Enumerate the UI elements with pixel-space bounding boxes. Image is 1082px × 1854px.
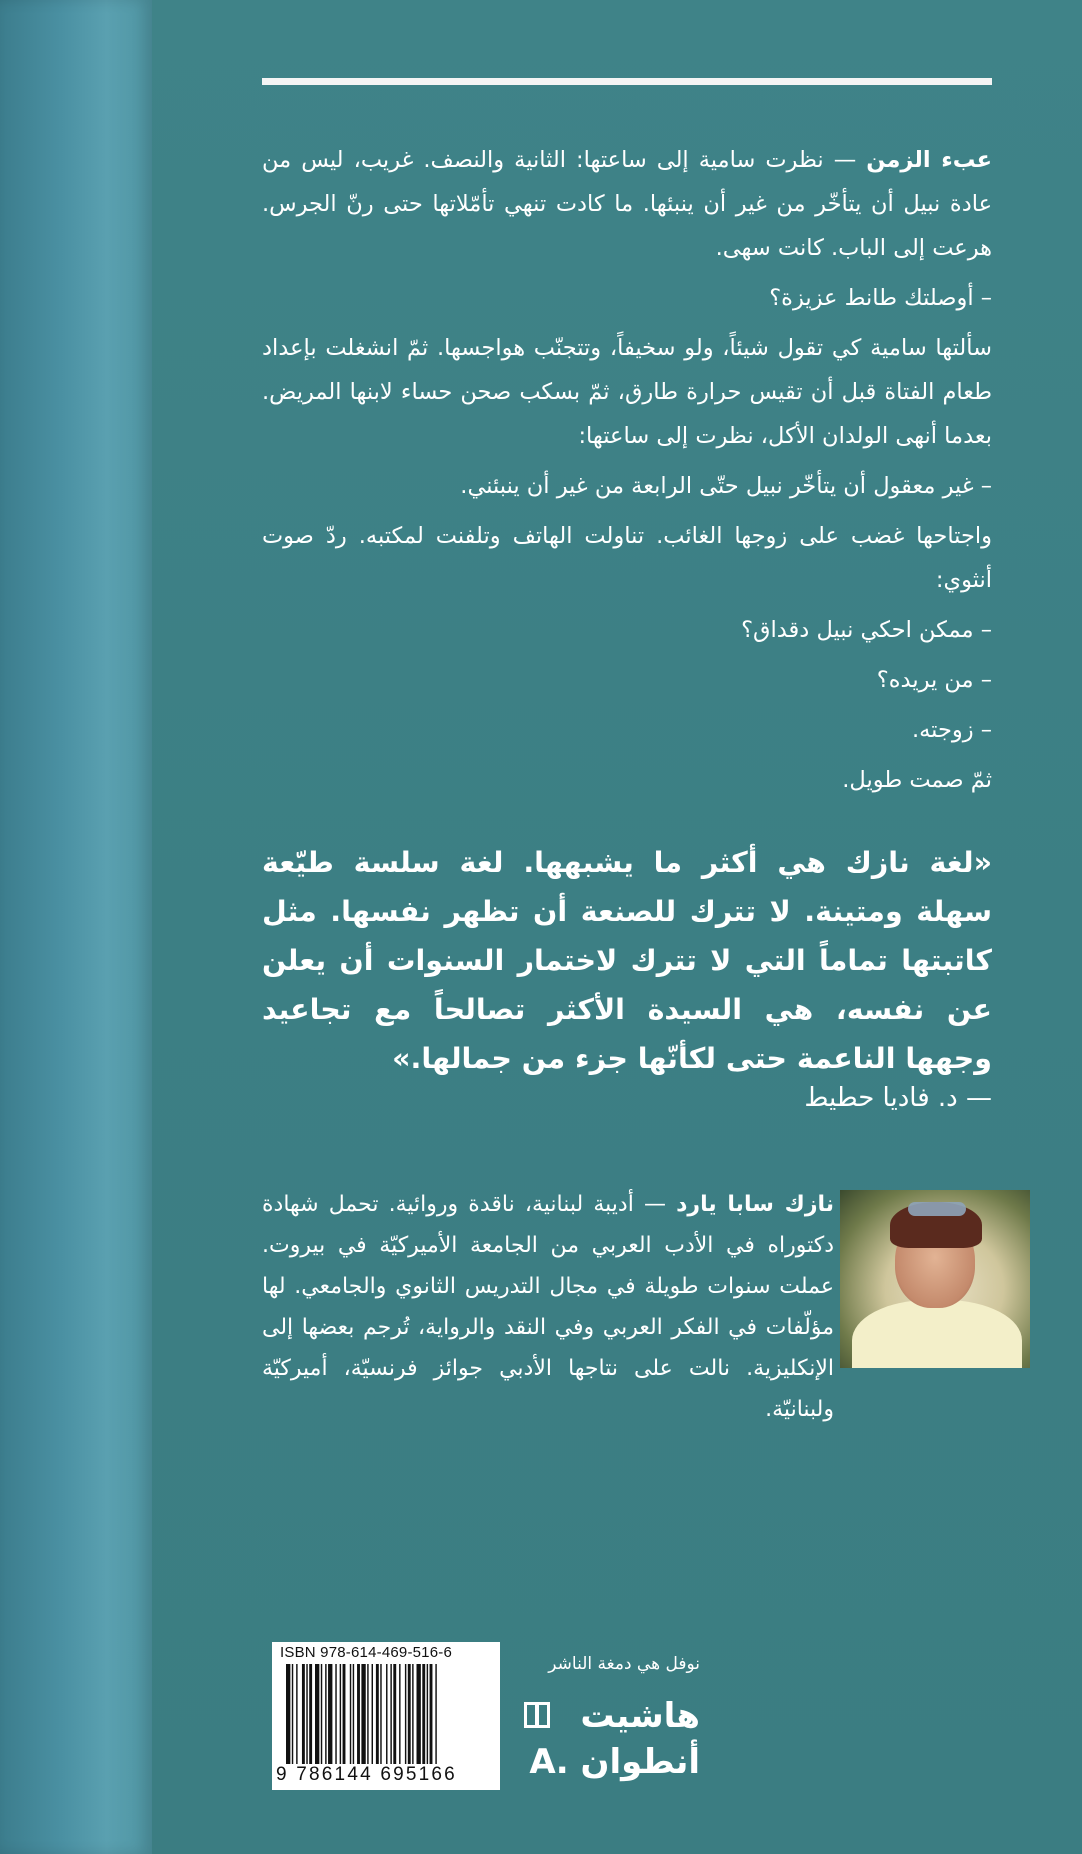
publisher-logo-line2: أنطوان .A: [529, 1742, 700, 1782]
barcode-icon: [286, 1664, 486, 1764]
barcode-box: [272, 1642, 500, 1790]
excerpt-dialog-4: – من يريده؟: [876, 667, 992, 693]
excerpt-dash: —: [823, 147, 867, 173]
excerpt-paragraph-3: واجتاحها غضب على زوجها الغائب. تناولت الهاتف وتلفنت لمكتبه. ردّ صوت أنثوي:: [262, 523, 992, 593]
excerpt-paragraph-1: [262, 138, 992, 270]
author-bio: [262, 1184, 834, 1430]
excerpt-dialog-1: – أوصلتك طانط عزيزة؟: [769, 285, 992, 311]
excerpt-dialog-5: – زوجته.: [911, 717, 992, 743]
excerpt-title: عبء الزمن: [866, 147, 992, 173]
excerpt-dialog-3: – ممكن احكي نبيل دقداق؟: [741, 617, 992, 643]
bio-dash: —: [633, 1192, 677, 1217]
book-spine-edge: [0, 0, 152, 1854]
photo-body: [852, 1300, 1022, 1368]
barcode-digits: 9 786144 695166: [276, 1764, 457, 1785]
excerpt-section: [262, 138, 992, 808]
excerpt-dialog-2: – غير معقول أن يتأخّر نبيل حتّى الرابعة من غير أن ينبئني.: [460, 473, 992, 499]
isbn-label: ISBN 978-614-469-516-6: [280, 1644, 453, 1661]
hachette-logo-icon: [524, 1702, 550, 1728]
quote-author: — د. فاديا حطيط: [804, 1083, 992, 1113]
excerpt-text-1: نظرت سامية إلى ساعتها: الثانية والنصف. غريب، ليس من عادة نبيل أن يتأخّر من غير أن ينبئها. ما كادت تنهي تأمّلاتها حتى رنّ الجرس. هرعت إلى الباب. كانت سهى.: [262, 147, 992, 261]
excerpt-paragraph-2: سألتها سامية كي تقول شيئاً، ولو سخيفاً، وتتجنّب هواجسها. ثمّ انشغلت بإعداد طعام الفتاة قبل أن تقيس حرارة طارق، ثمّ بسكب صحن حساء لابنها المريض. بعدما أنهى الولدان الأكل، نظرت إلى ساعتها:: [262, 335, 992, 449]
publisher-logo-line1: هاشيت: [580, 1696, 700, 1736]
top-divider-rule: [262, 78, 992, 85]
photo-glasses: [908, 1202, 966, 1216]
publisher-logo: [520, 1694, 700, 1804]
author-name: نازك سابا يارد: [676, 1192, 834, 1217]
bio-text: أديبة لبنانية، ناقدة وروائية. تحمل شهادة دكتوراه في الأدب العربي من الجامعة الأميركيّة في بيروت. عملت سنوات طويلة في مجال التدريس الثانوي والجامعي. لها مؤلّفات في الفكر العربي وفي النقد والرواية، تُرجم بعضها إلى الإنكليزية. نالت على نتاجها الأدبي جوائز فرنسيّة، أميركيّة ولبنانيّة.: [262, 1192, 834, 1422]
review-quote: «لغة نازك هي أكثر ما يشبهها. لغة سلسة طيّعة سهلة ومتينة. لا تترك للصنعة أن تظهر نفسها. مثل كاتبتها تماماً التي لا تترك لاختمار السنوات أن يعلن عن نفسه، هي السيدة الأكثر تصالحاً مع تجاعيد وجهها الناعمة حتى لكأنّها جزء من جمالها.»: [262, 846, 992, 1075]
publisher-imprint: نوفل هي دمغة الناشر: [548, 1654, 700, 1674]
author-photo: [840, 1190, 1030, 1368]
excerpt-paragraph-4: ثمّ صمت طويل.: [842, 767, 992, 793]
